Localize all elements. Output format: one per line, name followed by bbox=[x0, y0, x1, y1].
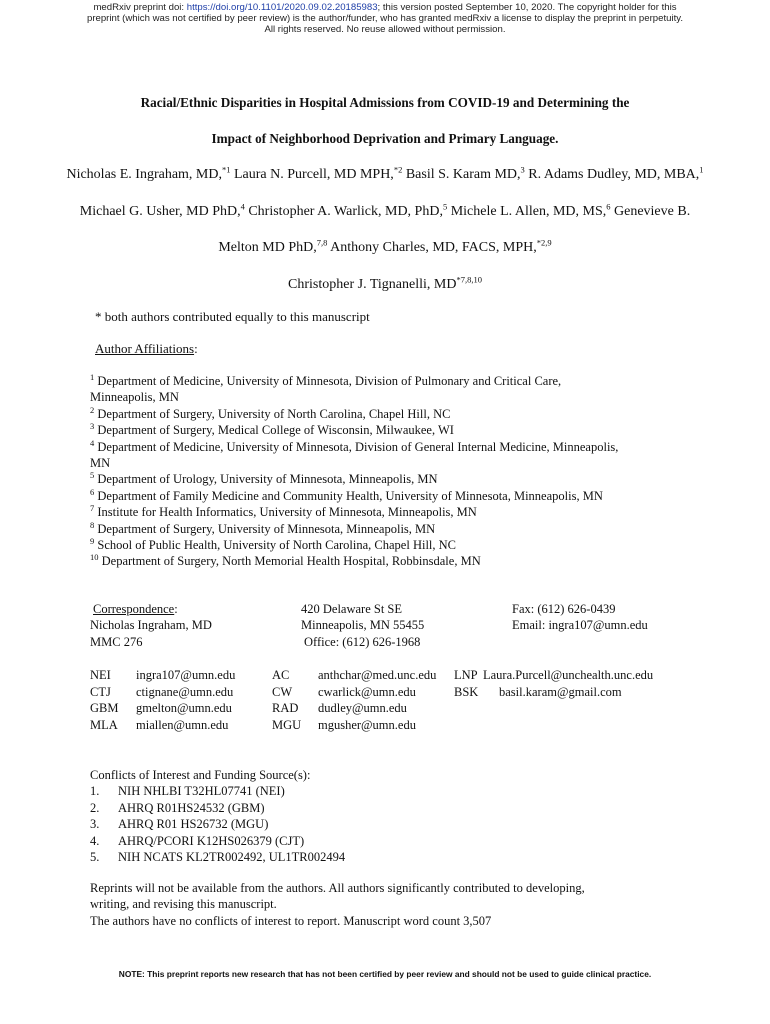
author-2: Laura N. Purcell, MD MPH,$^{*2}$ bbox=[234, 164, 403, 182]
correspondence-mmc: MMC 276 bbox=[90, 635, 143, 649]
banner-line-2: preprint (which was not certified by peer review) is the author/funder, who has granted medRxiv a license to display the preprint in perpetuity. bbox=[86, 13, 683, 24]
correspondence-email: Email: ingra107@umn.edu bbox=[512, 618, 648, 632]
list-item: 2. AHRQ R01HS24532 (GBM) bbox=[90, 800, 265, 815]
doi-link[interactable]: https://doi.org/10.1101/2020.09.02.20185983 bbox=[186, 2, 378, 13]
correspondence-name: Nicholas Ingraham, MD bbox=[90, 618, 212, 632]
list-item: 5. NIH NCATS KL2TR002492, UL1TR002494 bbox=[90, 850, 346, 865]
affiliation-5: $^5$ Department of Urology, University of Minnesota, Minneapolis, MN bbox=[90, 470, 438, 487]
banner-line-1: medRxiv preprint doi: https://doi.org/10.1101/2020.09.02.20185983; this version posted September 10, 2020. The copyright holder for this bbox=[93, 2, 677, 13]
list-item: 4. AHRQ/PCORI K12HS026379 (CJT) bbox=[90, 833, 305, 848]
affiliation-7: $^7$ Institute for Health Informatics, University of Minnesota, Minneapolis, MN bbox=[90, 503, 477, 520]
list-item: 3. AHRQ R01 HS26732 (MGU) bbox=[90, 817, 269, 832]
correspondence-office-phone: Office: (612) 626-1968 bbox=[304, 635, 421, 649]
table-row: GBM gmelton@umn.edu RAD dudley@umn.edu bbox=[90, 701, 407, 715]
paper-title-line-2: Impact of Neighborhood Deprivation and Primary Language. bbox=[211, 131, 559, 146]
correspondence-heading: Correspondence: bbox=[93, 602, 178, 616]
correspondence-fax: Fax: (612) 626-0439 bbox=[512, 602, 616, 616]
equal-contribution-note: * both authors contributed equally to this manuscript bbox=[95, 309, 370, 324]
author-3: Basil S. Karam MD,$^3$ bbox=[405, 164, 525, 182]
affiliation-4: $^4$ Department of Medicine, University of Minnesota, Division of General Internal Medicine, Minneapolis, bbox=[90, 437, 619, 454]
banner-line-3: All rights reserved. No reuse allowed without permission. bbox=[264, 24, 506, 35]
table-row: CTJ ctignane@umn.edu CW cwarlick@umn.edu BSK basil.karam@gmail.com bbox=[90, 684, 622, 699]
conflicts-section bbox=[90, 767, 345, 865]
affiliation-6: $^6$ Department of Family Medicine and Community Health, University of Minnesota, Minneapolis, MN bbox=[90, 486, 603, 503]
author-7: Michele L. Allen, MD, MS,$^6$ bbox=[450, 200, 611, 219]
affiliation-9: $^9$ School of Public Health, University of North Carolina, Chapel Hill, NC bbox=[90, 535, 457, 553]
affiliation-3: $^3$ Department of Surgery, Medical College of Wisconsin, Milwaukee, WI bbox=[90, 421, 454, 438]
author-4: R. Adams Dudley, MD, MBA,$^1$ bbox=[528, 164, 704, 182]
correspondence-address-1: 420 Delaware St SE bbox=[301, 602, 403, 616]
reprints-statement: Reprints will not be available from the authors. All authors significantly contributed to developing, writing, and revising this manuscript. The authors have no conflicts of interest to report. Manuscript word count 3,507 bbox=[90, 881, 585, 928]
author-5: Michael G. Usher, MD PhD,$^4$ bbox=[79, 200, 245, 219]
table-row: NEI ingra107@umn.edu AC anthchar@med.unc.edu LNP Laura.Purcell@unchealth.unc.edu bbox=[90, 668, 654, 682]
affiliation-10: $^{10}$ Department of Surgery, North Memorial Health Hospital, Robbinsdale, MN bbox=[90, 552, 481, 569]
affiliation-1: $^1$ Department of Medicine, University of Minnesota, Division of Pulmonary and Critical Care, bbox=[90, 371, 562, 388]
conflicts-heading: Conflicts of Interest and Funding Source(s): bbox=[90, 768, 311, 782]
affiliations-heading: Author Affiliations: bbox=[95, 341, 198, 356]
list-item: 1. NIH NHLBI T32HL07741 (NEI) bbox=[90, 784, 285, 799]
author-list bbox=[60, 157, 710, 303]
paper-title-line-1: Racial/Ethnic Disparities in Hospital Admissions from COVID-19 and Determining the bbox=[140, 95, 630, 110]
author-10: Christopher J. Tignanelli, MD$^{*7,8,10}$ bbox=[288, 273, 482, 292]
author-9: Anthony Charles, MD, FACS, MPH,$^{*2,9}$ bbox=[330, 237, 552, 255]
table-row: MLA miallen@umn.edu MGU mgusher@umn.edu bbox=[90, 717, 416, 732]
affiliations-list: $^1$ Department of Medicine, University of Minnesota, Division of Pulmonary and Critical Care, Minneapolis, MN $^2$ Department of Surgery, University of North Carolina, Chapel Hill, NC $^3$ Department of Surgery, Medical College of Wisconsin, Milwaukee, WI $^4$ Department of Medicine, University of Minnesota, Division of General Internal Medicine, Minneapolis, MN $^5$ Department of Urology, University of Minnesota, Minneapolis, MN $^6$ Department of Family Medicine and Community Health, University of Minnesota, Minneapolis, MN $^7$ Institute for Health Informatics, University of Minnesota, Minneapolis, MN $^8$ Department of Surgery, University of Minnesota, Minneapolis, MN $^9$ School of Public Health, University of North Carolina, Chapel Hill, NC $^{10}$ Department of Surgery, North Memorial Health Hospital, Robbinsdale, MN bbox=[90, 373, 690, 570]
author-8: Genevieve B. Melton MD PhD,$^{7,8}$ bbox=[218, 203, 691, 255]
preprint-banner bbox=[0, 2, 770, 35]
affiliation-8: $^8$ Department of Surgery, University of Minnesota, Minneapolis, MN bbox=[90, 519, 436, 536]
correspondence-address-2: Minneapolis, MN 55455 bbox=[301, 618, 425, 632]
author-email-table bbox=[90, 667, 653, 733]
author-6: Christopher A. Warlick, MD, PhD,$^5$ bbox=[248, 200, 448, 219]
author-1: Nicholas E. Ingraham, MD,$^{*1}$ bbox=[66, 164, 231, 182]
peer-review-note: NOTE: This preprint reports new research that has not been certified by peer review and should not be used to guide clinical practice. bbox=[118, 969, 652, 979]
affiliation-2: $^2$ Department of Surgery, University of North Carolina, Chapel Hill, NC bbox=[90, 404, 451, 421]
